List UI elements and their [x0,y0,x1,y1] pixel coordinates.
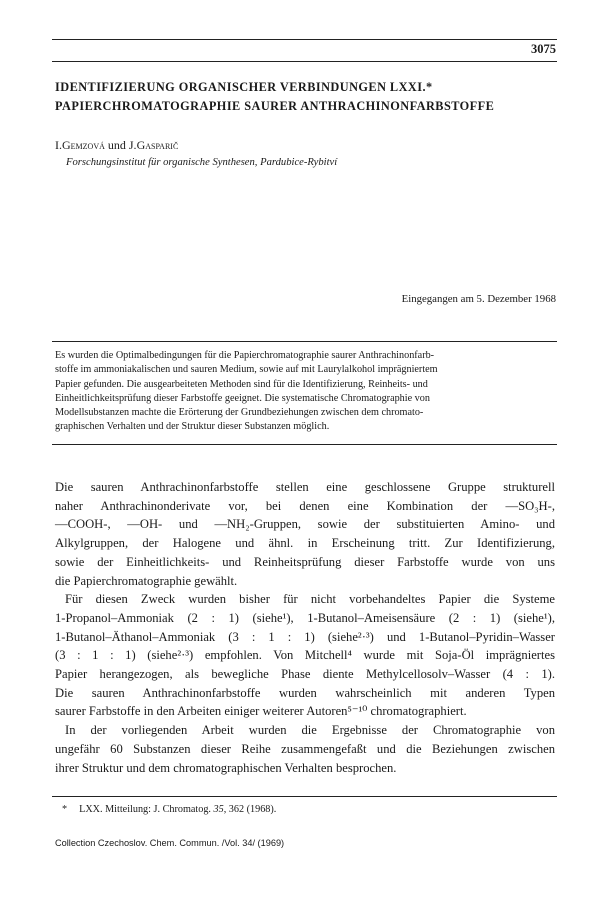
body-line: 1-Butanol–Äthanol–Ammoniak (3 : 1 : 1) (siehe²·³) und 1-Butanol–Pyridin–Wasser [55,629,555,644]
body-line: naher Anthrachinonderivate vor, bei denen eine Kombination der —SO₃H-, [55,498,555,513]
body-line: —COOH-, —OH- und —NH₂-Gruppen, sowie der substituierten Amino- und [55,517,555,532]
body-line: ihrer Struktur und dem chromatographischen Verhalten besprochen. [55,760,397,775]
body-line: Die sauren Anthrachinonfarbstoffe stellen eine geschlossene Gruppe strukturell [55,480,555,494]
abstract-top-rule [52,341,557,342]
received-date: Eingegangen am 5. Dezember 1968 [401,293,556,305]
footnote-rule [52,796,557,797]
footnote-text: LXX. Mitteilung: J. Chromatog. [79,804,214,815]
author1-name: Gemzová [62,138,105,152]
title-line-1: IDENTIFIZIERUNG ORGANISCHER VERBINDUNGEN LXXI.* [55,80,433,94]
body-line: die Papierchromatographie gewählt. [55,573,238,588]
body-line: Alkylgruppen, der Halogene und ähnl. in Erscheinung tritt. Zur Identifizierung, [55,536,555,551]
author2-name: Gasparič [136,138,179,152]
abstract-line: Einheitlichkeitsprüfung dieser Farbstoffe geeignet. Die systematische Chromatographie von [55,392,430,404]
author1-initial: I. [55,138,62,152]
paragraph-3 [55,721,555,777]
affiliation: Forschungsinstitut für organische Synthesen, Pardubice-Rybitví [66,157,338,168]
authors [55,138,178,153]
abstract-bottom-rule [52,444,557,445]
body-line: (3 : 1 : 1) (siehe²·³) empfohlen. Von Mitchell⁴ wurde mit Soja-Öl imprägniertes [55,648,555,663]
abstract [55,349,555,435]
body-line: saurer Farbstoffe in den Arbeiten einiger weiterer Autoren⁵⁻¹⁰ chromatographiert. [55,704,467,719]
title-line-2: PAPIERCHROMATOGRAPHIE SAURER ANTHRACHINONFARBSTOFFE [55,99,495,113]
body-line: In der vorliegenden Arbeit wurden die Ergebnisse der Chromatographie von [65,723,555,738]
abstract-line: Modellsubstanzen machte die Erörterung der Grundbeziehungen zwischen dem chromato- [55,407,424,419]
body-line: Die sauren Anthrachinonfarbstoffe wurden wahrscheinlich mit anderen Typen [55,685,555,700]
abstract-line: graphischen Verhalten und der Struktur dieser Substanzen möglich. [55,421,330,433]
body-line: ungefähr 60 Substanzen dieser Reihe zusammengefaßt und die Beziehungen zwischen [55,741,555,756]
abstract-line: stoffe im ammoniakalischen und sauren Medium, sowie auf mit Laurylalkohol imprägniertem [55,364,438,376]
body-text [55,478,555,777]
abstract-line: Papier gefunden. Die ausgearbeiteten Methoden sind für die Identifizierung, Reinheits- und [55,378,428,390]
article-title [55,78,555,116]
author-conjunction: und [104,138,129,152]
paragraph-1 [55,478,555,590]
paragraph-2 [55,590,555,721]
journal-footer: Collection Czechoslov. Chem. Commun. /Vol. 34/ (1969) [55,838,285,848]
abstract-line: Es wurden die Optimalbedingungen für die Papierchromatographie saurer Anthrachinonfarb- [55,350,435,361]
author2-initial: J. [128,138,137,152]
footnote-volume: 35 [213,804,224,815]
body-line: 1-Propanol–Ammoniak (2 : 1) (siehe¹), 1-Butanol–Ameisensäure (2 : 1) (siehe¹), [55,610,555,625]
footnote [62,804,276,815]
body-line: Papier herangezogen, als bewegliche Phase diente Methylcellosolv–Wasser (4 : 1). [55,667,555,682]
footnote-mark: * [62,804,68,815]
footnote-text-end: , 362 (1968). [223,804,277,815]
body-line: Für diesen Zweck wurden bisher für nicht vorbehandeltes Papier die Systeme [65,592,555,607]
page-number: 3075 [531,42,556,56]
top-rule [52,39,557,40]
header-rule [52,61,557,62]
body-line: sowie der Einheitlichkeits- und Reinheitsprüfung dieser Farbstoffe wurde von uns [55,554,555,569]
